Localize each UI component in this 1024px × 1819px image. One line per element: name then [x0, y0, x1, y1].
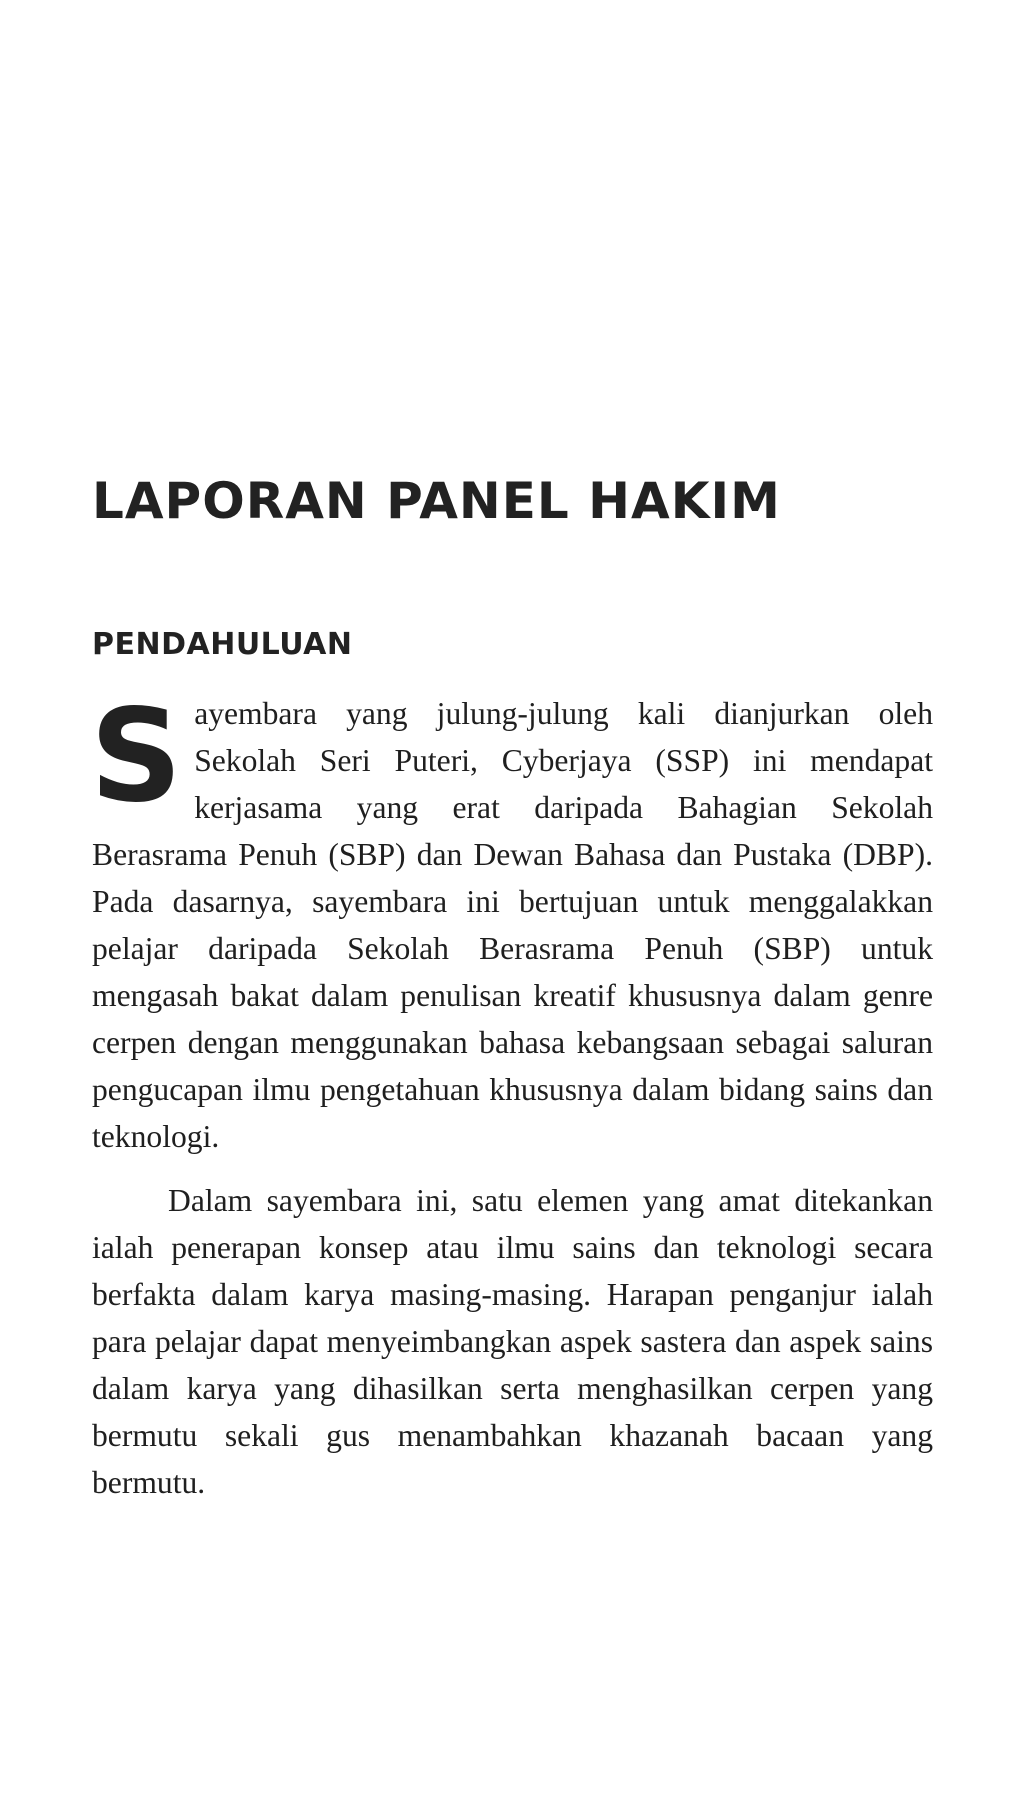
document-page: [92, 0, 933, 1819]
body-text: [90, 682, 933, 1506]
paragraph-1-text: ayembara yang julung-julung kali dianjurkan oleh Sekolah Seri Puteri, Cyberjaya (SSP) ini mendapat kerjasama yang erat daripada Bahagian Sekolah Berasrama Penuh (SBP) dan Dewan Bahasa dan Pustaka (DBP). Pada dasarnya, sayembara ini bertujuan untuk menggalakkan pelajar daripada Sekolah Berasrama Penuh (SBP) untuk mengasah bakat dalam penulisan kreatif khususnya dalam genre cerpen dengan menggunakan bahasa kebangsaan sebagai saluran pengucapan ilmu pengetahuan khususnya dalam bidang sains dan teknologi.: [92, 696, 933, 1154]
page-title: LAPORAN PANEL HAKIM: [92, 472, 781, 530]
drop-cap: S: [90, 682, 183, 831]
paragraph-1: [90, 682, 933, 1160]
section-heading: PENDAHULUAN: [92, 627, 353, 662]
paragraph-2: Dalam sayembara ini, satu elemen yang amat ditekankan ialah penerapan konsep atau ilmu sains dan teknologi secara berfakta dalam karya masing-masing. Harapan penganjur ialah para pelajar dapat menyeimbangkan aspek sastera dan aspek sains dalam karya yang dihasilkan serta menghasilkan cerpen yang bermutu sekali gus menambahkan khazanah bacaan yang bermutu.: [92, 1183, 933, 1500]
